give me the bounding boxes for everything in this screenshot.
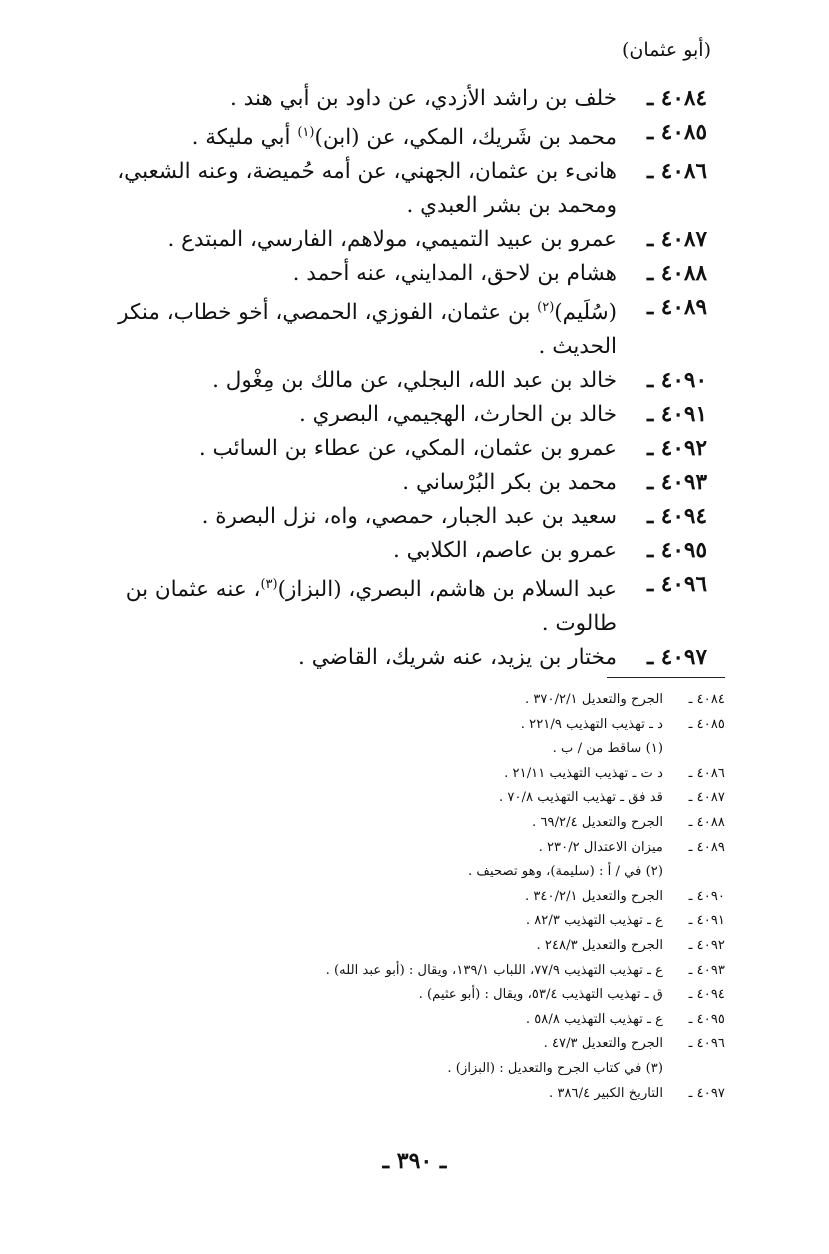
footnote bbox=[265, 786, 725, 811]
footnote bbox=[265, 1008, 725, 1033]
entry-number: ٤٠٩٧ ـ bbox=[647, 645, 707, 671]
entry-text: محمد بن بكر البُرْساني . bbox=[402, 470, 617, 496]
footnote-text: الجرح والتعديل ٦٩/٢/٤ . bbox=[532, 814, 663, 830]
entry-text bbox=[67, 291, 617, 364]
entry-4088 bbox=[67, 257, 707, 291]
footnote bbox=[265, 860, 725, 885]
footnote bbox=[265, 688, 725, 713]
footnote-text: الجرح والتعديل ٣٤٠/٢/١ . bbox=[524, 888, 663, 904]
entry-number: ٤٠٩٤ ـ bbox=[647, 504, 707, 530]
entry-text: مختار بن يزيد، عنه شريك، القاضي . bbox=[298, 645, 617, 671]
footnote-number bbox=[663, 860, 725, 885]
footnote-text: التاريخ الكبير ٣٨٦/٤ . bbox=[549, 1085, 663, 1101]
entry-4094 bbox=[67, 500, 707, 534]
footnote-text: ع ـ تهذيب التهذيب ٨٢/٣ . bbox=[525, 913, 663, 929]
entry-4087 bbox=[67, 223, 707, 257]
running-header: (أبو عثمان) bbox=[621, 39, 711, 61]
entry-text: خالد بن الحارث، الهجيمي، البصري . bbox=[299, 402, 617, 428]
entry-number: ٤٠٩٥ ـ bbox=[647, 538, 707, 564]
entry-text: عمرو بن عبيد التميمي، مولاهم، الفارسي، المبتدع . bbox=[167, 227, 617, 253]
footnote bbox=[265, 811, 725, 836]
footnote-number: ٤٠٩٧ ـ bbox=[688, 1085, 725, 1101]
entry-text bbox=[67, 568, 617, 641]
footnote bbox=[265, 959, 725, 984]
entry-number: ٤٠٨٦ ـ bbox=[647, 159, 707, 185]
entries-list bbox=[67, 82, 707, 675]
footnote-marker: (٣) bbox=[260, 577, 278, 593]
footnote-number: ٤٠٩٠ ـ bbox=[688, 888, 725, 904]
entry-4090 bbox=[67, 364, 707, 398]
entry-4095 bbox=[67, 534, 707, 568]
footnote-number: ٤٠٩١ ـ bbox=[688, 913, 725, 929]
entry-text: خالد بن عبد الله، البجلي، عن مالك بن مِغْول . bbox=[212, 368, 617, 394]
footnote-number: ٤٠٨٨ ـ bbox=[688, 814, 725, 830]
footnote-number: ٤٠٨٧ ـ bbox=[688, 790, 725, 806]
entry-4085 bbox=[67, 116, 707, 155]
footnote bbox=[265, 885, 725, 910]
entry-number: ٤٠٨٨ ـ bbox=[647, 261, 707, 287]
footnote-number bbox=[663, 737, 725, 762]
entry-number: ٤٠٩٣ ـ bbox=[647, 470, 707, 496]
entry-4084 bbox=[67, 82, 707, 116]
footnote-text: ع ـ تهذيب التهذيب ٥٨/٨ . bbox=[525, 1011, 663, 1027]
footnotes-list bbox=[265, 688, 725, 1106]
footnote bbox=[265, 836, 725, 861]
footnote bbox=[265, 1082, 725, 1107]
entry-text: سعيد بن عبد الجبار، حمصي، واه، نزل البصرة . bbox=[201, 504, 617, 530]
footnote-text: الجرح والتعديل ٣٧٠/٢/١ . bbox=[524, 692, 663, 707]
entry-text bbox=[67, 116, 617, 155]
entry-text-part: أبي مليكة . bbox=[191, 125, 298, 151]
footnote bbox=[265, 1032, 725, 1057]
entry-text-part: ، عنه عثمان بن طالوت . bbox=[125, 577, 617, 637]
footnote-number: ٤٠٨٩ ـ bbox=[688, 839, 725, 855]
footnote-number bbox=[663, 1057, 725, 1082]
footnote-marker: (٢) bbox=[537, 300, 555, 316]
entry-4097 bbox=[67, 641, 707, 675]
footnote-text: ميزان الاعتدال ٢٣٠/٢ . bbox=[538, 839, 663, 855]
entry-text: عمرو بن عاصم، الكلابي . bbox=[392, 538, 617, 564]
entry-text-part: محمد بن شَريك، المكي، عن (ابن) bbox=[314, 125, 617, 151]
entry-text: هانىء بن عثمان، الجهني، عن أمه حُميضة، وعنه الشعبي، ومحمد بن بشر العبدي . bbox=[117, 159, 617, 219]
footnote bbox=[265, 713, 725, 738]
entry-number: ٤٠٩٢ ـ bbox=[647, 436, 707, 462]
footnote-number: ٤٠٨٤ ـ bbox=[688, 692, 725, 707]
page-number: ـ ٣٩٠ ـ bbox=[382, 1148, 447, 1174]
footnote-text: الجرح والتعديل ٤٧/٣ . bbox=[543, 1036, 663, 1052]
entry-number: ٤٠٩١ ـ bbox=[647, 402, 707, 428]
footnote bbox=[265, 737, 725, 762]
entry-4092 bbox=[67, 432, 707, 466]
entry-number: ٤٠٩٦ ـ bbox=[647, 572, 707, 598]
footnote-text: د ـ تهذيب التهذيب ٢٢١/٩ . bbox=[520, 716, 663, 732]
entry-number: ٤٠٨٩ ـ bbox=[647, 295, 707, 321]
footnote-number: ٤٠٨٦ ـ bbox=[688, 765, 725, 781]
entry-4086 bbox=[67, 155, 707, 223]
footnote-number: ٤٠٩٣ ـ bbox=[688, 962, 725, 978]
footnote-text: ق ـ تهذيب التهذيب ٥٣/٤، ويقال : (أبو عثيم) . bbox=[418, 987, 663, 1003]
footnote bbox=[265, 934, 725, 959]
entry-text: خلف بن راشد الأزدي، عن داود بن أبي هند . bbox=[229, 86, 617, 111]
footnote bbox=[265, 983, 725, 1008]
entry-text: هشام بن لاحق، المدايني، عنه أحمد . bbox=[292, 261, 617, 287]
footnote-number: ٤٠٨٥ ـ bbox=[688, 716, 725, 732]
entry-4089 bbox=[67, 291, 707, 364]
entry-4096 bbox=[67, 568, 707, 641]
entry-text-part: بن عثمان، الفوزي، الحمصي، أخو خطاب، منكر الحديث . bbox=[118, 300, 617, 360]
entry-number: ٤٠٨٤ ـ bbox=[647, 86, 707, 111]
footnote-text: (٢) في / أ : (سليمة)، وهو تصحيف . bbox=[468, 864, 663, 880]
footnote-text: (١) ساقط من / ب . bbox=[552, 741, 663, 757]
footnote-text: (٣) في كتاب الجرح والتعديل : (البزاز) . bbox=[447, 1060, 663, 1076]
footnote-text: قد فق ـ تهذيب التهذيب ٧٠/٨ . bbox=[498, 790, 663, 806]
entry-number: ٤٠٩٠ ـ bbox=[647, 368, 707, 394]
footnote-text: ع ـ تهذيب التهذيب ٧٧/٩، اللباب ١٣٩/١، ويقال : (أبو عبد الله) . bbox=[325, 962, 663, 978]
footnote bbox=[265, 762, 725, 787]
footnote-text: الجرح والتعديل ٢٤٨/٣ . bbox=[536, 937, 663, 953]
entry-4093 bbox=[67, 466, 707, 500]
footnote-divider bbox=[607, 677, 725, 678]
entry-text-part: عبد السلام بن هاشم، البصري، (البزاز) bbox=[277, 577, 617, 603]
footnote bbox=[265, 1057, 725, 1082]
footnote-number: ٤٠٩٢ ـ bbox=[688, 937, 725, 953]
entry-4091 bbox=[67, 398, 707, 432]
entry-number: ٤٠٨٧ ـ bbox=[647, 227, 707, 253]
entry-number: ٤٠٨٥ ـ bbox=[647, 120, 707, 145]
entry-text: عمرو بن عثمان، المكي، عن عطاء بن السائب . bbox=[198, 436, 617, 462]
entry-text-part: (سُلَيم) bbox=[554, 300, 617, 326]
footnote-marker: (١) bbox=[297, 125, 315, 140]
footnote-text: د ت ـ تهذيب التهذيب ٢١/١١ . bbox=[504, 765, 663, 781]
footnote-number: ٤٠٩٦ ـ bbox=[688, 1036, 725, 1052]
footnote bbox=[265, 909, 725, 934]
footnote-number: ٤٠٩٥ ـ bbox=[688, 1011, 725, 1027]
footnote-number: ٤٠٩٤ ـ bbox=[688, 987, 725, 1003]
